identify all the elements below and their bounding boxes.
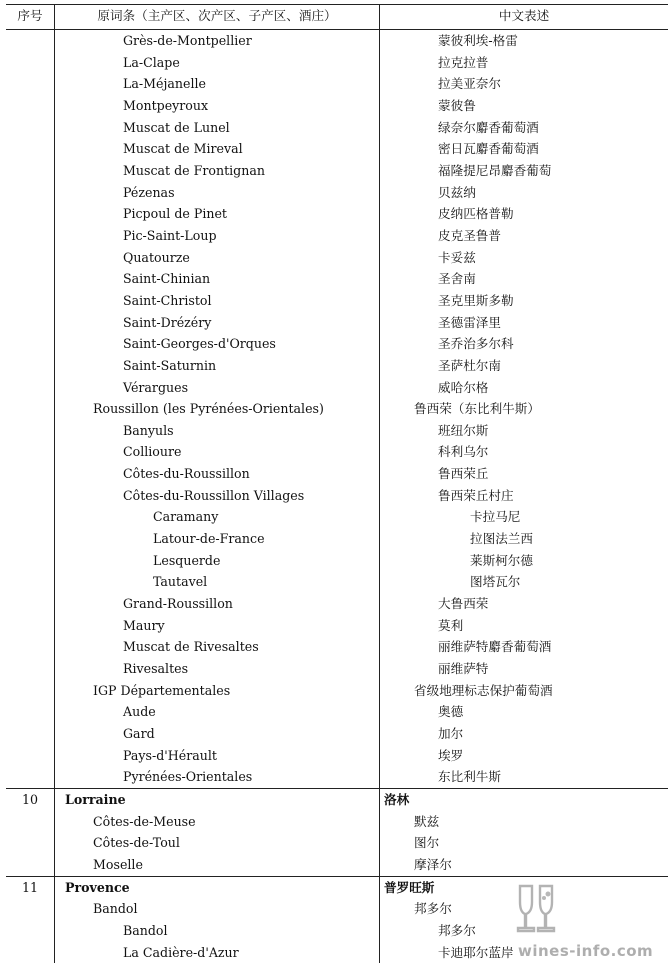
original-term: Montpeyroux: [55, 95, 380, 117]
original-term: Muscat de Lunel: [55, 117, 380, 139]
table-row: [6, 138, 668, 160]
row-number: [6, 160, 55, 182]
table-row: [6, 745, 668, 767]
table-row: [6, 312, 668, 334]
table-row: [6, 52, 668, 74]
row-number: [6, 615, 55, 637]
table-row: [6, 788, 668, 810]
original-term: Provence: [55, 876, 380, 898]
original-term: Vérargues: [55, 377, 380, 399]
original-term: Muscat de Mireval: [55, 138, 380, 160]
row-number: [6, 333, 55, 355]
row-number: [6, 745, 55, 767]
table-row: [6, 117, 668, 139]
original-term: Quatourze: [55, 247, 380, 269]
table-row: [6, 766, 668, 788]
original-term: Saint-Drézéry: [55, 312, 380, 334]
original-term: Côtes-du-Roussillon Villages: [55, 485, 380, 507]
row-number: [6, 658, 55, 680]
table-row: [6, 290, 668, 312]
original-term: Muscat de Frontignan: [55, 160, 380, 182]
table-row: [6, 485, 668, 507]
row-number: [6, 398, 55, 420]
chinese-term: 卡拉马尼: [470, 509, 521, 525]
chinese-term: 洛林: [380, 788, 669, 810]
chinese-term: 拉美亚奈尔: [438, 76, 501, 92]
row-number: [6, 203, 55, 225]
chinese-term: 密日瓦麝香葡萄酒: [438, 141, 539, 157]
wine-region-table: [6, 4, 668, 963]
table-row: [6, 701, 668, 723]
row-number: [6, 593, 55, 615]
original-term: Moselle: [55, 854, 380, 876]
original-term: Grand-Roussillon: [55, 593, 380, 615]
row-number: [6, 182, 55, 204]
chinese-term: 莫利: [438, 617, 464, 633]
original-term: Côtes-de-Toul: [55, 832, 380, 854]
original-term: Gard: [55, 723, 380, 745]
table-row: [6, 636, 668, 658]
row-number: [6, 636, 55, 658]
chinese-term: 皮克圣鲁普: [438, 227, 501, 243]
table-row: [6, 420, 668, 442]
row-number: [6, 225, 55, 247]
header-original-term: 原词条（主产区、次产区、子产区、酒庄）: [55, 5, 380, 30]
chinese-term: 丽维萨特麝香葡萄酒: [438, 639, 552, 655]
original-term: Latour-de-France: [55, 528, 380, 550]
watermark-text: wines-info.com: [518, 942, 654, 960]
original-term: Bandol: [55, 920, 380, 942]
original-term: Caramany: [55, 506, 380, 528]
table-row: [6, 182, 668, 204]
chinese-term: 丽维萨特: [438, 661, 489, 677]
row-number: [6, 290, 55, 312]
original-term: IGP Départementales: [55, 680, 380, 702]
table-row: [6, 571, 668, 593]
chinese-term: 鲁西荣丘: [438, 466, 489, 482]
row-number: [6, 811, 55, 833]
row-number: [6, 117, 55, 139]
table-row: [6, 225, 668, 247]
row-number: [6, 420, 55, 442]
original-term: Pyrénées-Orientales: [55, 766, 380, 788]
table-row: [6, 160, 668, 182]
original-term: Lorraine: [55, 788, 380, 810]
original-term: La-Clape: [55, 52, 380, 74]
table-row: [6, 832, 668, 854]
row-number: [6, 268, 55, 290]
table-header-row: [6, 5, 668, 30]
row-number: [6, 920, 55, 942]
table-row: [6, 95, 668, 117]
original-term: Bandol: [55, 898, 380, 920]
original-term: Aude: [55, 701, 380, 723]
chinese-term: 普罗旺斯: [380, 876, 669, 898]
original-term: Pic-Saint-Loup: [55, 225, 380, 247]
chinese-term: 拉图法兰西: [470, 531, 533, 547]
row-number: [6, 942, 55, 964]
row-number: 10: [6, 788, 55, 810]
table-row: [6, 247, 668, 269]
original-term: Saint-Saturnin: [55, 355, 380, 377]
chinese-term: 蒙彼鲁: [438, 97, 476, 113]
chinese-term: 邦多尔: [414, 901, 452, 917]
chinese-term: 图塔瓦尔: [470, 574, 521, 590]
chinese-term: 威哈尔格: [438, 379, 489, 395]
original-term: Lesquerde: [55, 550, 380, 572]
original-term: Grès-de-Montpellier: [55, 30, 380, 52]
chinese-term: 埃罗: [438, 747, 464, 763]
original-term: Saint-Chinian: [55, 268, 380, 290]
table-row: [6, 550, 668, 572]
header-number: 序号: [6, 5, 55, 30]
original-term: Rivesaltes: [55, 658, 380, 680]
original-term: Maury: [55, 615, 380, 637]
row-number: [6, 95, 55, 117]
chinese-term: 卡迪耶尔蓝岸: [438, 944, 514, 960]
table-row: [6, 30, 668, 52]
chinese-term: 贝兹纳: [438, 184, 476, 200]
row-number: [6, 701, 55, 723]
row-number: [6, 832, 55, 854]
row-number: [6, 247, 55, 269]
table-row: [6, 593, 668, 615]
row-number: [6, 138, 55, 160]
original-term: Saint-Christol: [55, 290, 380, 312]
chinese-term: 圣德雷泽里: [438, 314, 501, 330]
chinese-term: 莱斯柯尔德: [470, 552, 533, 568]
table-row: [6, 203, 668, 225]
chinese-term: 蒙彼利埃-格雷: [438, 33, 518, 48]
original-term: Pézenas: [55, 182, 380, 204]
table-row: [6, 441, 668, 463]
chinese-term: 绿奈尔麝香葡萄酒: [438, 119, 539, 135]
row-number: [6, 52, 55, 74]
table-row: [6, 723, 668, 745]
table-row: [6, 680, 668, 702]
chinese-term: 圣舍南: [438, 271, 476, 287]
original-term: Banyuls: [55, 420, 380, 442]
chinese-term: 省级地理标志保护葡萄酒: [414, 682, 553, 698]
chinese-term: 摩泽尔: [414, 856, 452, 872]
row-number: [6, 854, 55, 876]
document-page: [6, 4, 666, 966]
original-term: La-Méjanelle: [55, 73, 380, 95]
chinese-term: 卡妥兹: [438, 249, 476, 265]
chinese-term: 福隆提尼昂麝香葡萄: [438, 162, 552, 178]
original-term: Côtes-de-Meuse: [55, 811, 380, 833]
table-row: [6, 854, 668, 876]
chinese-term: 邦多尔: [438, 922, 476, 938]
row-number: [6, 898, 55, 920]
row-number: [6, 571, 55, 593]
chinese-term: 拉克拉普: [438, 54, 489, 70]
chinese-term: 鲁西荣（东比利牛斯）: [414, 401, 540, 417]
row-number: [6, 355, 55, 377]
table-row: [6, 506, 668, 528]
table-row: [6, 268, 668, 290]
chinese-term: 班纽尔斯: [438, 422, 489, 438]
chinese-term: 默兹: [414, 813, 440, 829]
row-number: [6, 550, 55, 572]
row-number: [6, 506, 55, 528]
table-body: [6, 30, 668, 964]
row-number: [6, 463, 55, 485]
original-term: Saint-Georges-d'Orques: [55, 333, 380, 355]
row-number: [6, 312, 55, 334]
row-number: [6, 766, 55, 788]
row-number: [6, 723, 55, 745]
wine-glass-logo-icon: [510, 880, 564, 938]
chinese-term: 皮纳匹格普勒: [438, 206, 514, 222]
row-number: [6, 30, 55, 52]
row-number: [6, 377, 55, 399]
chinese-term: 圣乔治多尔科: [438, 336, 514, 352]
chinese-term: 加尔: [438, 726, 464, 741]
table-row: [6, 811, 668, 833]
table-row: [6, 615, 668, 637]
table-row: [6, 377, 668, 399]
chinese-term: 圣萨杜尔南: [438, 357, 501, 373]
original-term: La Cadière-d'Azur: [55, 942, 380, 964]
row-number: [6, 528, 55, 550]
row-number: [6, 73, 55, 95]
row-number: [6, 485, 55, 507]
table-row: [6, 355, 668, 377]
row-number: 11: [6, 876, 55, 898]
table-row: [6, 398, 668, 420]
chinese-term: 图尔: [414, 835, 440, 851]
row-number: [6, 441, 55, 463]
table-row: [6, 333, 668, 355]
original-term: Pays-d'Hérault: [55, 745, 380, 767]
chinese-term: 奥德: [438, 704, 464, 720]
table-row: [6, 658, 668, 680]
original-term: Roussillon (les Pyrénées-Orientales): [55, 398, 380, 420]
row-number: [6, 680, 55, 702]
table-row: [6, 463, 668, 485]
original-term: Tautavel: [55, 571, 380, 593]
original-term: Picpoul de Pinet: [55, 203, 380, 225]
table-row: [6, 73, 668, 95]
chinese-term: 圣克里斯多勒: [438, 292, 514, 308]
chinese-term: 大鲁西荣: [438, 596, 489, 612]
watermark: [510, 880, 660, 960]
chinese-term: 东比利牛斯: [438, 769, 501, 785]
table-row: [6, 528, 668, 550]
header-chinese-term: 中文表述: [380, 5, 669, 30]
original-term: Collioure: [55, 441, 380, 463]
original-term: Muscat de Rivesaltes: [55, 636, 380, 658]
original-term: Côtes-du-Roussillon: [55, 463, 380, 485]
chinese-term: 鲁西荣丘村庄: [438, 487, 514, 503]
chinese-term: 科利乌尔: [438, 444, 489, 460]
